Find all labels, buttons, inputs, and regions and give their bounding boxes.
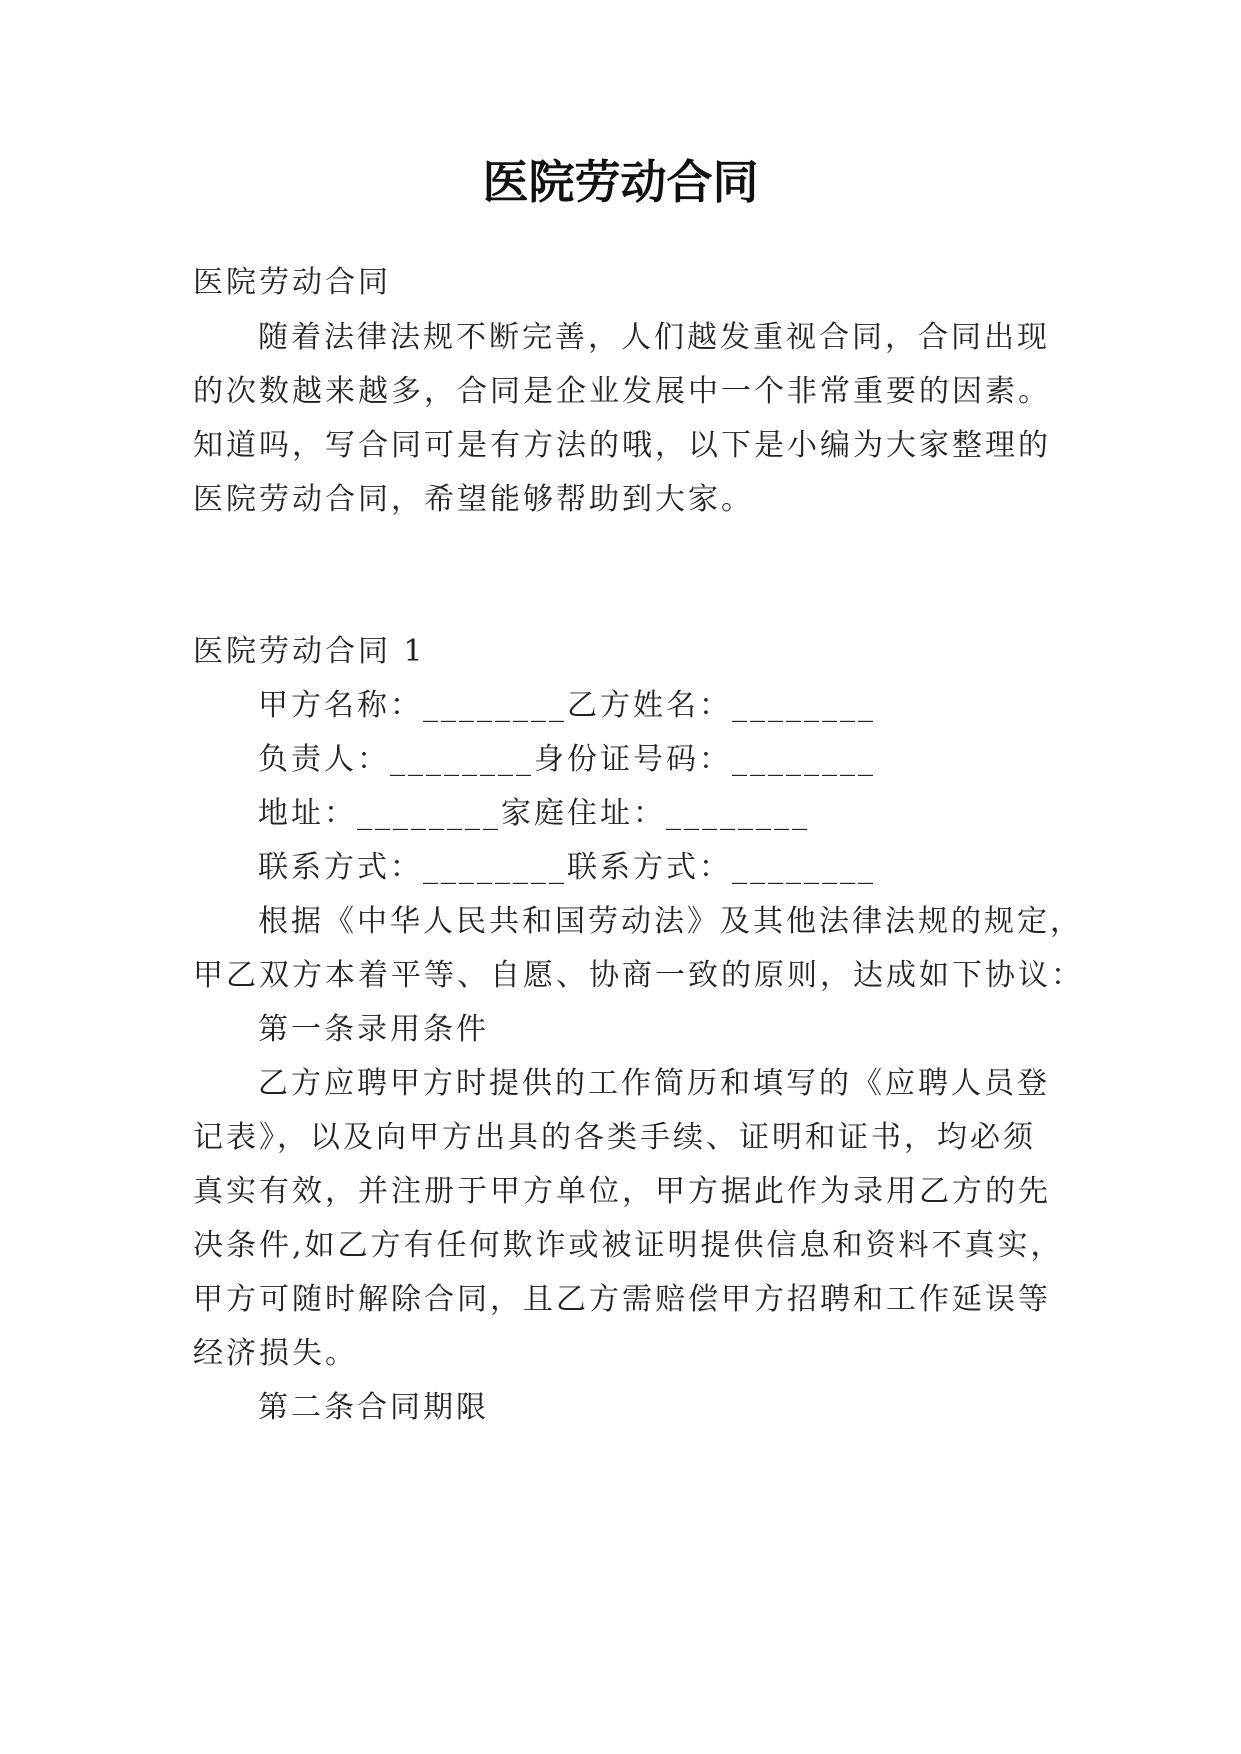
intro-line: 医院劳动合同，希望能够帮助到大家。 <box>193 482 754 517</box>
basis-line: 根据《中华人民共和国劳动法》及其他法律法规的规定， <box>258 904 1083 939</box>
party-line: 负责人：________身份证号码：________ <box>258 742 876 777</box>
document-title: 医院劳动合同 <box>482 155 759 209</box>
party-line: 甲方名称：________乙方姓名：________ <box>258 688 876 723</box>
intro-line: 知道吗，写合同可是有方法的哦，以下是小编为大家整理的 <box>193 428 1051 463</box>
article-line: 乙方应聘甲方时提供的工作简历和填写的《应聘人员登 <box>258 1066 1050 1101</box>
basis-line: 甲乙双方本着平等、自愿、协商一致的原则，达成如下协议： <box>193 958 1084 993</box>
intro-line: 随着法律法规不断完善，人们越发重视合同，合同出现 <box>258 320 1050 355</box>
article-line: 甲方可随时解除合同，且乙方需赔偿甲方招聘和工作延误等 <box>193 1282 1051 1317</box>
article-line: 真实有效，并注册于甲方单位，甲方据此作为录用乙方的先 <box>193 1174 1051 1209</box>
article-line: 决条件,如乙方有任何欺诈或被证明提供信息和资料不真实， <box>193 1228 1064 1263</box>
article-heading: 第一条录用条件 <box>258 1012 489 1047</box>
intro-heading: 医院劳动合同 <box>193 265 391 300</box>
article-line: 经济损失。 <box>193 1336 358 1371</box>
party-line: 联系方式：________联系方式：________ <box>258 850 876 885</box>
contract-heading: 医院劳动合同 1 <box>193 634 426 669</box>
party-line: 地址：________家庭住址：________ <box>258 796 810 831</box>
article-heading: 第二条合同期限 <box>258 1390 489 1425</box>
intro-line: 的次数越来越多，合同是企业发展中一个非常重要的因素。 <box>193 374 1051 409</box>
article-line: 记表》，以及向甲方出具的各类手续、证明和证书，均必须 <box>193 1120 1036 1155</box>
